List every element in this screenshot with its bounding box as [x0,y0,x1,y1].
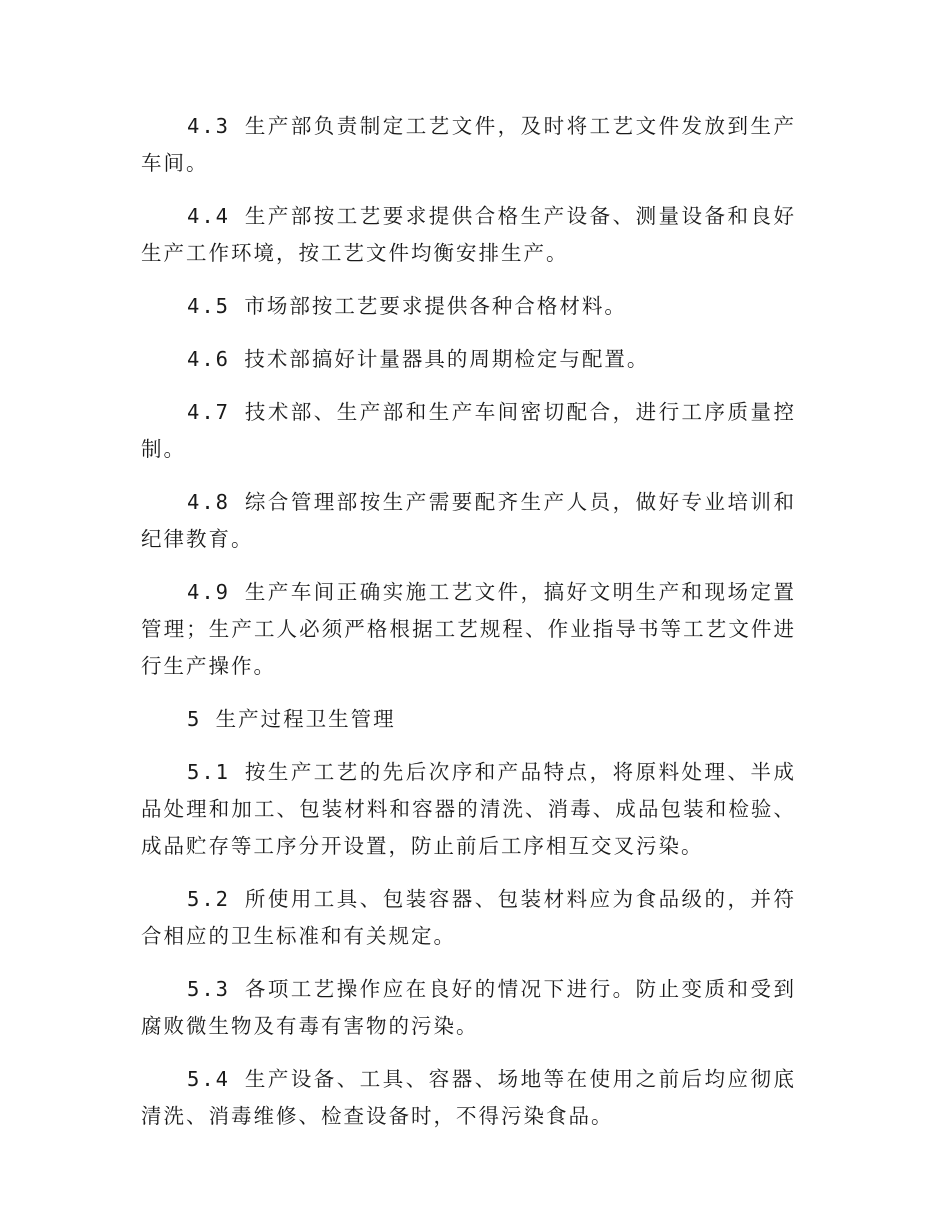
paragraph-4-4: 4.4 生产部按工艺要求提供合格生产设备、测量设备和良好生产工作环境，按工艺文件均衡安排生产。 [141,204,796,265]
section-heading-5: 5 生产过程卫生管理 [187,707,396,731]
paragraph-5-2: 5.2 所使用工具、包装容器、包装材料应为食品级的，并符合相应的卫生标准和有关规定。 [141,887,796,948]
paragraph-5-4: 5.4 生产设备、工具、容器、场地等在使用之前后均应彻底清洗、消毒维修、检查设备时，不得污染食品。 [141,1067,796,1128]
paragraph-4-3: 4.3 生产部负责制定工艺文件，及时将工艺文件发放到生产车间。 [141,114,796,175]
paragraph-5-3: 5.3 各项工艺操作应在良好的情况下进行。防止变质和受到腐败微生物及有毒有害物的污染。 [141,977,796,1038]
paragraph-4-6: 4.6 技术部搞好计量器具的周期检定与配置。 [187,347,650,371]
paragraph-4-7: 4.7 技术部、生产部和生产车间密切配合，进行工序质量控制。 [141,400,796,461]
paragraph-4-8: 4.8 综合管理部按生产需要配齐生产人员，做好专业培训和纪律教育。 [141,490,796,551]
paragraph-4-5: 4.5 市场部按工艺要求提供各种合格材料。 [187,294,627,318]
document-body [141,108,796,1151]
paragraph-5-1: 5.1 按生产工艺的先后次序和产品特点，将原料处理、半成品处理和加工、包装材料和容器的清洗、消毒、成品包装和检验、成品贮存等工序分开设置，防止前后工序相互交叉污染。 [141,760,796,858]
paragraph-4-9: 4.9 生产车间正确实施工艺文件，搞好文明生产和现场定置管理；生产工人必须严格根据工艺规程、作业指导书等工艺文件进行生产操作。 [141,580,796,678]
